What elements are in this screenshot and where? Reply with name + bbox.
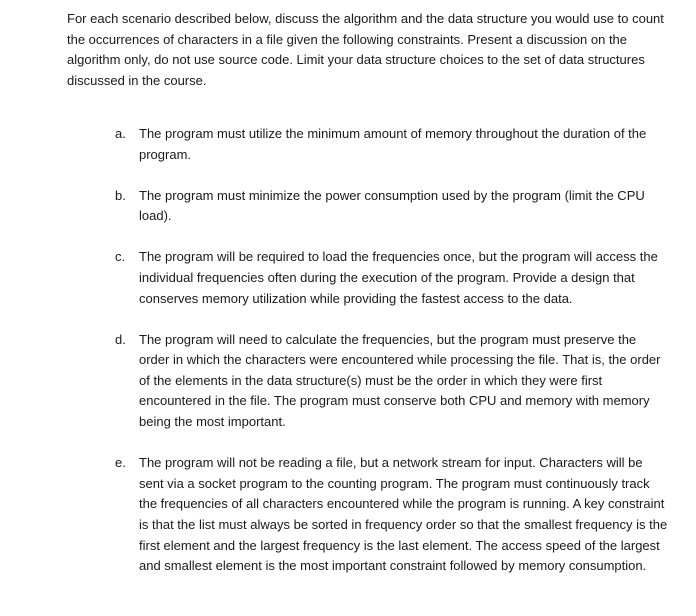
list-marker: d. xyxy=(115,331,126,347)
list-item-text: The program will be required to load the frequencies once, but the program will access the individual frequencies often during the execution of the program. Provide a design that conserves memory utilization while providing the fastest access to the data. xyxy=(139,249,658,306)
list-item-e xyxy=(0,453,696,577)
list-item-a xyxy=(0,124,696,165)
list-item-c xyxy=(0,247,696,309)
list-marker: c. xyxy=(115,249,126,265)
list-item-text: The program will need to calculate the frequencies, but the program must preserve the order in which the characters were encountered while processing the file. That is, the order of the elements in the data structure(s) must be the order in which they were first encountered in the file. The program must conserve both CPU and memory with memory being the most important. xyxy=(139,331,661,430)
list-item-text: The program will not be reading a file, but a network stream for input. Characters will be sent via a socket program to the counting program. The program must continuously track the frequencies of all characters encountered while the program is running. A key constraint is that the list must always be sorted in frequency order so that the smallest frequency is the first element and the largest frequency is the last element. The access speed of the largest and smallest element is the most important constraint followed by memory consumption. xyxy=(139,455,668,574)
list-marker: e. xyxy=(115,455,126,471)
list-marker: b. xyxy=(115,187,126,203)
intro-paragraph: For each scenario described below, discuss the algorithm and the data structure you would use to count the occurrences of characters in a file given the following constraints. Present a discussion on the algorithm only, do not use source code. Limit your data structure choices to the set of data structures discussed in the course. xyxy=(67,11,664,88)
list-item-b xyxy=(0,186,696,227)
list-item-text: The program must minimize the power consumption used by the program (limit the CPU load). xyxy=(139,187,645,224)
list-item-d xyxy=(0,330,696,433)
list-item-text: The program must utilize the minimum amount of memory throughout the duration of the program. xyxy=(139,126,647,162)
scenario-list xyxy=(0,124,696,597)
list-marker: a. xyxy=(115,126,126,141)
